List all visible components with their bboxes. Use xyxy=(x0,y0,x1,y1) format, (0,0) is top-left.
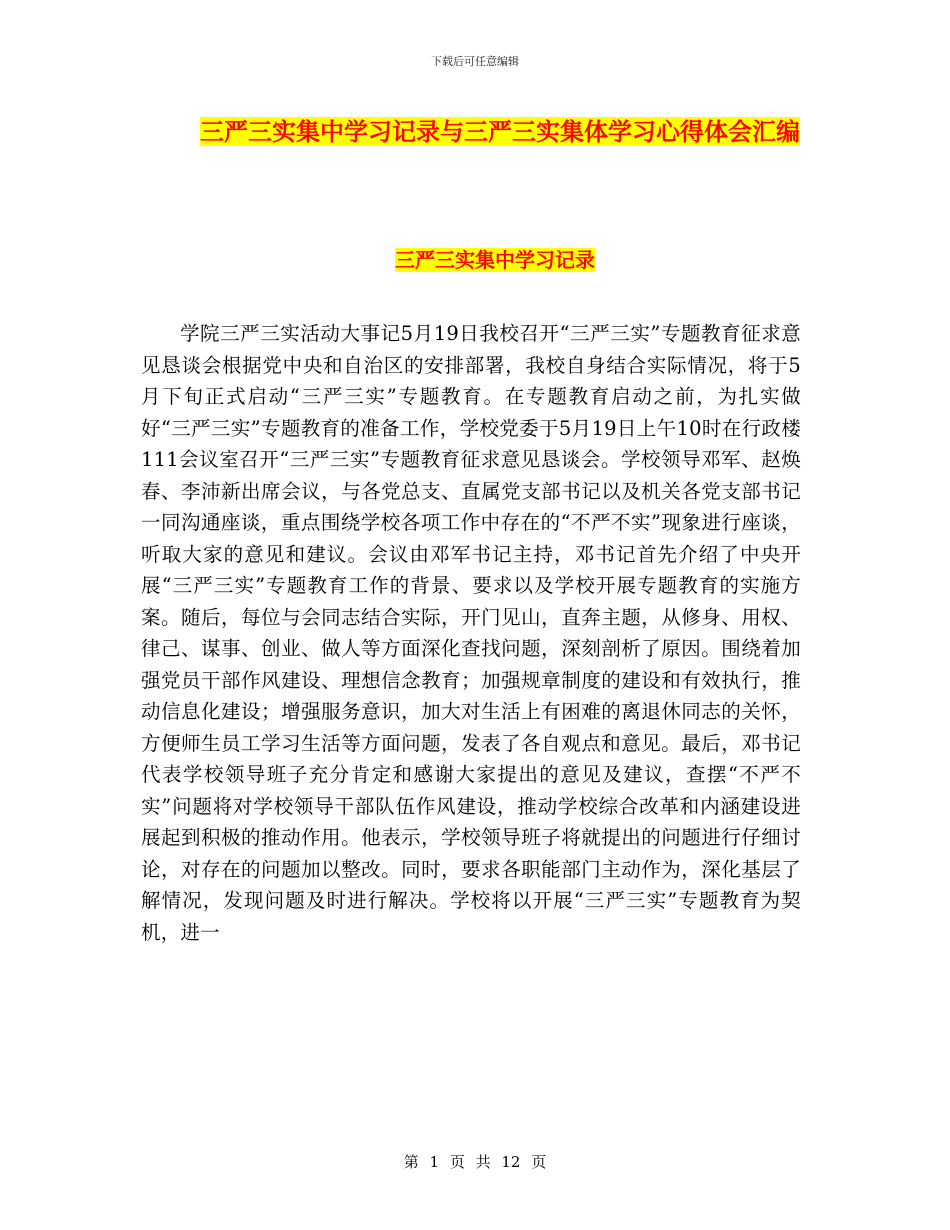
page-number: 第 1 页 共 12 页 xyxy=(403,1153,547,1171)
document-title-text: 三严三实集中学习记录与三严三实集体学习心得体会汇编 xyxy=(200,117,800,146)
section-title xyxy=(0,244,950,276)
document-title xyxy=(150,108,850,156)
body-paragraph: 学院三严三实活动大事记5月19日我校召开“三严三实”专题教育征求意见恳谈会根据党中央和自治区的安排部署，我校自身结合实际情况，将于5月下旬正式启动“三严三实”专题教育。在专题教育启动之前，为扎实做好“三严三实”专题教育的准备工作，学校党委于5月19日上午10时在行政楼111会议室召开“三严三实”专题教育征求意见恳谈会。学校领导邓军、赵焕春、李沛新出席会议，与各党总支、直属党支部书记以及机关各党支部书记一同沟通座谈，重点围绕学校各项工作中存在的“不严不实”现象进行座谈，听取大家的意见和建议。会议由邓军书记主持，邓书记首先介绍了中央开展“三严三实”专题教育工作的背景、要求以及学校开展专题教育的实施方案。随后，每位与会同志结合实际，开门见山，直奔主题，从修身、用权、律己、谋事、创业、做人等方面深化查找问题，深刻剖析了原因。围绕着加强党员干部作风建设、理想信念教育；加强规章制度的建设和有效执行，推动信息化建设；增强服务意识，加大对生活上有困难的离退休同志的关怀，方便师生员工学习生活等方面问题，发表了各自观点和意见。最后，邓书记代表学校领导班子充分肯定和感谢大家提出的意见及建议，查摆“不严不实”问题将对学校领导干部队伍作风建设，推动学校综合改革和内涵建设进展起到积极的推动作用。他表示，学校领导班子将就提出的问题进行仔细讨论，对存在的问题加以整改。同时，要求各职能部门主动作为，深化基层了解情况，发现问题及时进行解决。学校将以开展“三严三实”专题教育为契机，进一 xyxy=(141,322,801,944)
section-title-text: 三严三实集中学习记录 xyxy=(395,248,595,272)
page-header-note: 下载后可任意编辑 xyxy=(431,55,519,68)
